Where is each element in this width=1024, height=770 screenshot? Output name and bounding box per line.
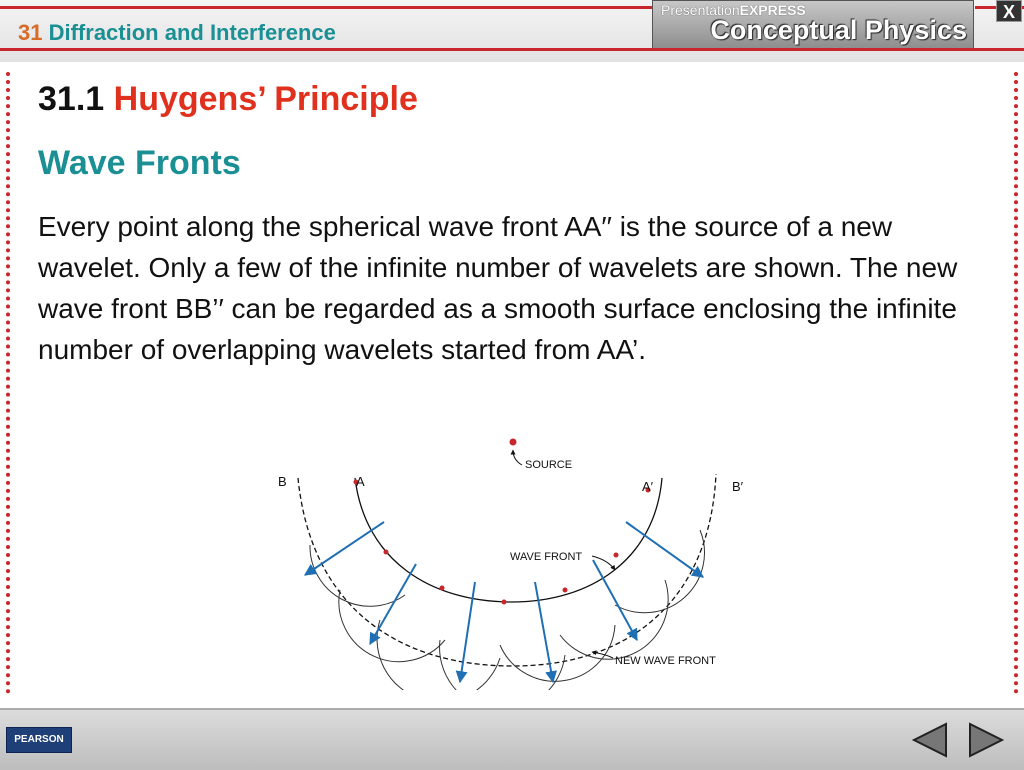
header-divider xyxy=(0,48,1024,51)
label-b-prime: B′ xyxy=(732,479,744,494)
brand-logo xyxy=(652,0,974,50)
brand-title: Conceptual Physics xyxy=(710,15,967,45)
label-a: A xyxy=(356,474,365,489)
section-number: 31.1 xyxy=(38,80,105,118)
label-source: SOURCE xyxy=(525,459,573,471)
source-dot xyxy=(510,439,517,446)
footer-bar xyxy=(0,708,1024,770)
wave-front-curve xyxy=(355,478,662,602)
slide-subheading: Wave Fronts xyxy=(38,144,241,182)
chapter-title xyxy=(18,20,336,46)
left-dotted-border xyxy=(6,72,13,694)
header-bar xyxy=(0,0,1024,62)
chapter-name: Diffraction and Interference xyxy=(48,20,336,45)
close-button[interactable]: X xyxy=(996,0,1022,22)
label-wave-front: WAVE FRONT xyxy=(510,551,583,563)
huygens-wavefront-diagram xyxy=(270,430,760,690)
header-accent-line xyxy=(0,6,655,9)
label-a-prime: A′ xyxy=(642,479,654,494)
brand-subtitle-light: Presentation xyxy=(661,2,740,18)
label-b: B xyxy=(278,474,287,489)
triangle-right-icon xyxy=(970,724,1002,756)
next-slide-button[interactable] xyxy=(966,720,1006,760)
right-dotted-border xyxy=(1014,72,1021,694)
wavelet-source-dots xyxy=(354,480,651,605)
slide-body-text: Every point along the spherical wave front AA′′ is the source of a new wavelet. Only a few of the infinite number of wavelets are shown. The new wave front BB’′ can be regarded as a smooth surface enclosing the infinite number of overlapping wavelets started from AA’. xyxy=(38,211,958,365)
new-wave-front-curve xyxy=(298,474,716,666)
section-title: Huygens’ Principle xyxy=(113,80,418,118)
label-new-wave-front: NEW WAVE FRONT xyxy=(615,655,716,667)
brand-subtitle-bold: EXPRESS xyxy=(739,2,806,18)
chapter-number: 31 xyxy=(18,20,43,45)
triangle-left-icon xyxy=(914,724,946,756)
pearson-logo: PEARSON xyxy=(6,727,72,753)
section-heading xyxy=(38,80,418,119)
previous-slide-button[interactable] xyxy=(910,720,950,760)
